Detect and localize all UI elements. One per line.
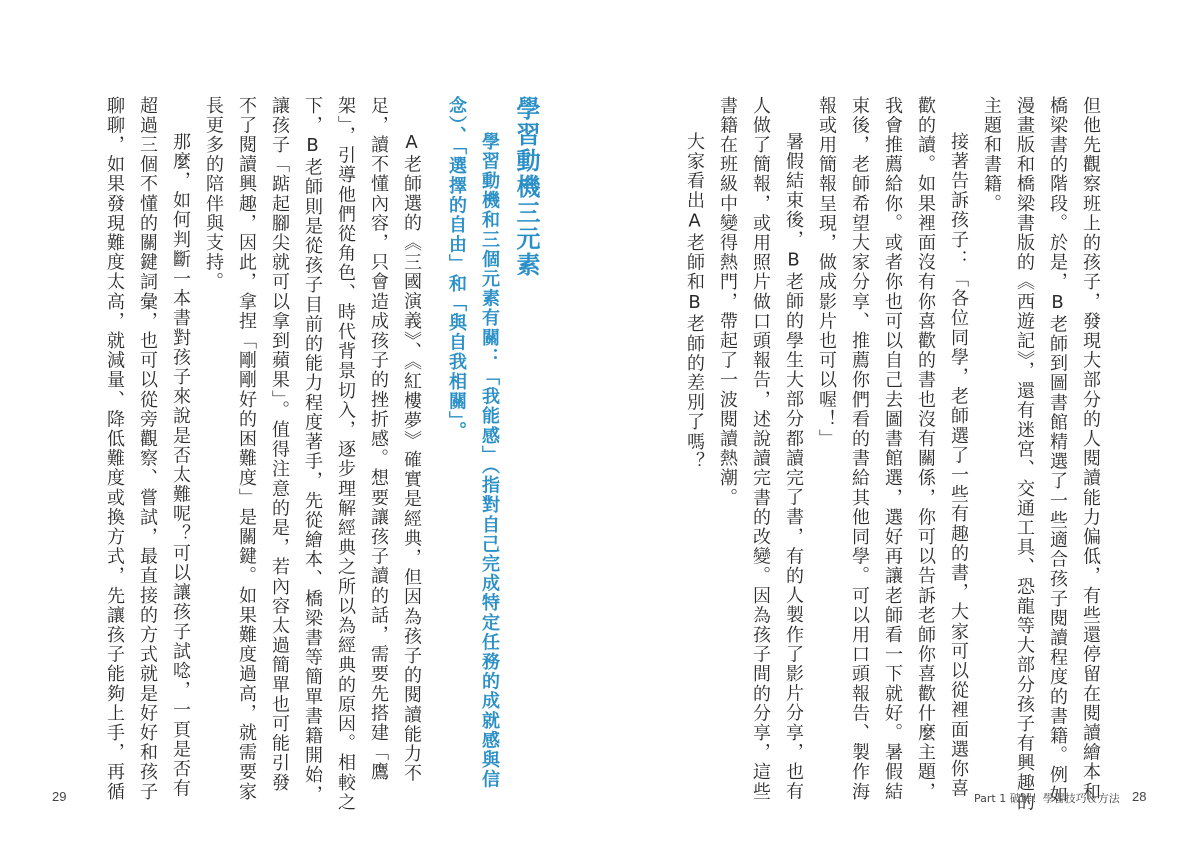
subheading-line: 念）、「選擇的自由」和「與自我相關」。: [446, 96, 467, 442]
body-line: 下，B老師則是從孩子目前的能力程度著手，先從繪本、橋梁書等簡單書籍開始，: [302, 96, 323, 805]
body-line: A老師選的《三國演義》、《紅樓夢》確實是經典，但因為孩子的閱讀能力不: [401, 132, 422, 784]
running-header: Part 1 破解！學習技巧＆方法: [974, 792, 1120, 805]
body-line: 報或用簡報呈現，做成影片也可以喔！」: [816, 96, 837, 449]
body-line: 足，讀不懂內容，只會造成孩子的挫折感。想要讓孩子讀的話，需要先搭建「鷹: [368, 96, 389, 782]
right-page: [600, 0, 1200, 857]
spacer: [428, 96, 440, 716]
body-line: 讓孩子「踮起腳尖就可以拿到蘋果」。值得注意的是，若內容太過簡單也可能引發: [269, 96, 290, 793]
body-line: 接著告訴孩子：「各位同學，老師選了一些有趣的書，大家可以從裡面選你喜: [948, 132, 969, 799]
body-line: 束後，老師希望大家分享、推薦你們看的書給其他同學。可以用口頭報告、製作海: [849, 96, 870, 802]
left-page-body: [98, 96, 546, 813]
body-line: 聊聊，如果發現難度太高，就減量、降低難度或換方式，先讓孩子能夠上手，再循: [104, 96, 125, 802]
page-number: 28: [1132, 789, 1147, 804]
body-line: 不了閱讀興趣，因此，拿捏「剛剛好的困難度」是關鍵。如果難度過高，就需要家: [236, 96, 257, 802]
body-line: 長更多的陪伴與支持。: [203, 96, 224, 292]
body-line: 超過三個不懂的關鍵詞彙，也可以從旁觀察、嘗試，最直接的方式就是好好和孩子: [137, 96, 158, 802]
body-line: 書籍在班級中變得熱門，帶起了一波閱讀熱潮。: [717, 96, 738, 508]
page-number: 29: [52, 789, 67, 804]
body-line: 暑假結束後，B老師的學生大部分都讀完了書，有的人製作了影片分享，也有: [783, 132, 804, 802]
body-line: 大家看出A老師和B老師的差別了嗎？: [684, 132, 705, 472]
body-line: 漫畫版和橋梁書版的《西遊記》，還有迷宮、交通工具、恐龍等大部分孩子有興趣的: [1014, 96, 1035, 813]
subheading-line: 學習動機和三個元素有關：「我能感」（指對自己完成特定任務的成就感與信: [479, 132, 500, 790]
body-line: 人做了簡報，或用照片做口頭報告，述說讀完書的改變。因為孩子間的分享，這些: [750, 96, 771, 802]
body-line: 架」，引導他們從角色、時代背景切入，逐步理解經典之所以為經典的原因。相較之: [335, 96, 356, 813]
body-line: 但他先觀察班上的孩子，發現大部分的人閱讀能力偏低，有些還停留在閱讀繪本和: [1080, 96, 1101, 802]
body-line: 橋梁書的階段。於是，B老師到圖書館精選了一些適合孩子閱讀程度的書籍。例如: [1047, 96, 1068, 805]
body-line: 主題和書籍。: [981, 96, 1002, 214]
section-heading: 學習動機三元素: [512, 96, 540, 278]
body-line: 我會推薦給你。或者你也可以自己去圖書館選，選好再讓老師看一下就好。暑假結: [882, 96, 903, 802]
body-line: 那麼，如何判斷一本書對孩子來說是否太難呢？可以讓孩子試唸，一頁是否有: [170, 132, 191, 799]
body-line: 歡的讀。如果裡面沒有你喜歡的書也沒有關係，你可以告訴老師你喜歡什麼主題，: [915, 96, 936, 802]
